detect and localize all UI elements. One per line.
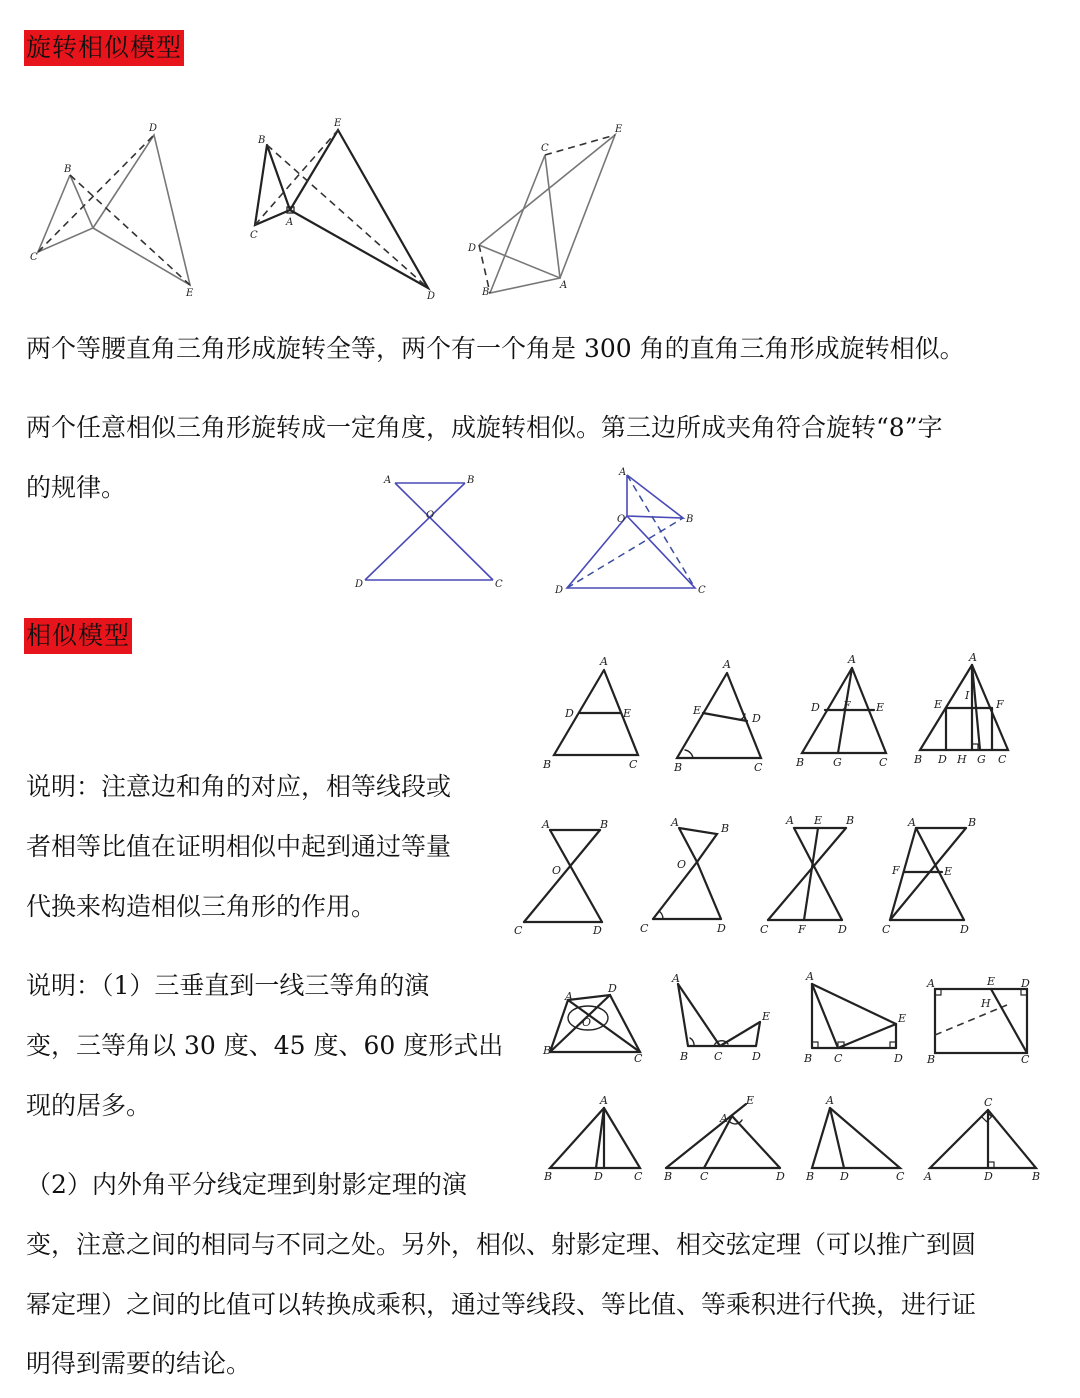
svg-text:D: D: [593, 924, 602, 937]
svg-text:C: C: [896, 1170, 905, 1183]
svg-text:A: A: [600, 1094, 608, 1107]
svg-text:D: D: [960, 923, 969, 936]
svg-text:D: D: [840, 1170, 849, 1183]
svg-text:D: D: [838, 923, 847, 936]
figure-three-angles-circle: [540, 980, 650, 1065]
svg-text:C: C: [760, 923, 769, 936]
svg-text:A: A: [848, 653, 856, 666]
svg-text:C: C: [495, 579, 503, 590]
svg-text:A: A: [286, 217, 294, 228]
note2-line1: 说明：（1）三垂直到一线三等角的演: [26, 971, 430, 1000]
note3-line2: 变，注意之间的相同与不同之处。另外，相似、射影定理、相交弦定理（可以推广到圆: [26, 1230, 977, 1259]
figure-hourglass-fe: [880, 812, 990, 940]
svg-text:C: C: [30, 252, 38, 263]
svg-text:G: G: [833, 756, 842, 769]
figure-hourglass-rotated: [555, 468, 710, 598]
svg-text:A: A: [927, 977, 935, 990]
figure-hourglass-ab-cd: [512, 815, 622, 940]
svg-text:D: D: [468, 243, 477, 254]
svg-text:C: C: [700, 1170, 709, 1183]
figure-rectangle-h: [925, 975, 1040, 1065]
svg-text:E: E: [762, 1010, 771, 1023]
svg-text:A: A: [969, 651, 977, 664]
svg-text:B: B: [804, 1052, 813, 1065]
note2-line3: 现的居多。: [26, 1091, 152, 1120]
note1-line1: 说明：注意边和角的对应，相等线段或: [26, 772, 452, 801]
svg-text:E: E: [814, 814, 823, 827]
svg-text:A: A: [600, 655, 608, 668]
svg-text:B: B: [721, 822, 730, 835]
note2-line2: 变，三等角以 30 度、45 度、60 度形式出: [26, 1031, 504, 1060]
svg-text:E: E: [746, 1094, 755, 1107]
figure-rotation-3: [465, 125, 635, 300]
svg-text:A: A: [565, 990, 573, 1003]
svg-text:C: C: [634, 1170, 643, 1183]
figure-median-fg: [790, 653, 900, 773]
svg-text:D: D: [752, 1050, 761, 1063]
figure-projection-1: [800, 1094, 910, 1189]
svg-text:A: A: [560, 280, 568, 291]
svg-text:D: D: [355, 579, 364, 590]
svg-text:F: F: [996, 698, 1004, 711]
svg-text:C: C: [541, 143, 549, 154]
svg-text:D: D: [427, 291, 436, 302]
svg-text:C: C: [640, 922, 649, 935]
svg-text:C: C: [714, 1050, 723, 1063]
svg-text:O: O: [582, 1016, 592, 1029]
svg-text:B: B: [258, 135, 266, 146]
svg-text:B: B: [1032, 1170, 1041, 1183]
svg-text:H: H: [957, 753, 967, 766]
svg-text:O: O: [617, 514, 626, 525]
svg-text:A: A: [384, 475, 392, 486]
svg-text:D: D: [594, 1170, 603, 1183]
figure-three-perpendiculars: [800, 970, 910, 1065]
svg-text:D: D: [894, 1052, 903, 1065]
svg-text:B: B: [680, 1050, 689, 1063]
figure-external-bisector: [660, 1092, 790, 1187]
svg-text:A: A: [786, 814, 794, 827]
paragraph-rotation-line1: 两个任意相似三角形旋转成一定角度，成旋转相似。第三边所成夹角符合旋转“8”字: [26, 413, 943, 442]
svg-text:B: B: [543, 758, 552, 771]
figure-inscribed-rectangle: [910, 650, 1020, 770]
svg-text:D: D: [752, 712, 761, 725]
svg-text:B: B: [796, 756, 805, 769]
figure-antiparallel-de: [665, 658, 775, 778]
svg-text:C: C: [984, 1096, 993, 1109]
note1-line3: 代换来构造相似三角形的作用。: [26, 892, 377, 921]
svg-text:B: B: [914, 753, 923, 766]
svg-text:A: A: [924, 1170, 932, 1183]
svg-text:B: B: [686, 514, 694, 525]
section-heading-rotation-similarity: 旋转相似模型: [24, 30, 184, 66]
svg-text:H: H: [981, 997, 991, 1010]
note3-line4: 明得到需要的结论。: [26, 1349, 252, 1378]
svg-text:B: B: [968, 816, 977, 829]
svg-text:B: B: [927, 1053, 936, 1066]
svg-text:B: B: [543, 1044, 552, 1057]
svg-text:E: E: [623, 707, 632, 720]
svg-text:F: F: [892, 864, 900, 877]
note3-line3: 幂定理）之间的比值可以转换成乘积，通过等线段、等比值、等乘积进行代换，进行证: [26, 1290, 977, 1319]
section-heading-similarity: 相似模型: [24, 618, 132, 654]
svg-text:E: E: [944, 865, 953, 878]
svg-text:D: D: [555, 585, 564, 596]
svg-text:E: E: [693, 704, 702, 717]
figure-hourglass-skewed: [635, 812, 745, 940]
figure-rotation-1: [30, 120, 205, 300]
svg-text:E: E: [876, 701, 885, 714]
svg-text:D: D: [149, 123, 158, 134]
svg-text:O: O: [426, 510, 435, 521]
note1-line2: 者相等比值在证明相似中起到通过等量: [26, 832, 452, 861]
svg-text:C: C: [1021, 1053, 1030, 1066]
svg-text:A: A: [619, 467, 627, 478]
svg-text:D: D: [717, 922, 726, 935]
svg-text:D: D: [565, 707, 574, 720]
svg-text:O: O: [677, 858, 687, 871]
svg-text:G: G: [977, 753, 986, 766]
svg-text:E: E: [186, 288, 194, 299]
svg-text:D: D: [984, 1170, 993, 1183]
svg-text:B: B: [544, 1170, 553, 1183]
svg-text:B: B: [806, 1170, 815, 1183]
svg-text:C: C: [629, 758, 638, 771]
svg-text:D: D: [938, 753, 947, 766]
paragraph-rotation-line2: 的规律。: [26, 473, 127, 502]
svg-text:F: F: [843, 699, 851, 712]
svg-text:C: C: [754, 761, 763, 774]
svg-text:C: C: [514, 924, 523, 937]
figure-hourglass-ef: [758, 810, 868, 938]
figure-parallel-de: [540, 655, 650, 775]
svg-text:F: F: [798, 923, 806, 936]
note3-line1: （2）内外角平分线定理到射影定理的演: [26, 1170, 467, 1199]
svg-text:B: B: [482, 287, 490, 298]
svg-text:D: D: [776, 1170, 785, 1183]
svg-text:C: C: [834, 1052, 843, 1065]
figure-one-line-three-angles: [668, 972, 778, 1067]
svg-text:B: B: [674, 761, 683, 774]
svg-text:A: A: [826, 1094, 834, 1107]
figure-angle-bisector: [540, 1096, 650, 1186]
svg-text:C: C: [698, 585, 706, 596]
svg-text:C: C: [882, 923, 891, 936]
svg-text:E: E: [898, 1012, 907, 1025]
paragraph-rotation-congruence: 两个等腰直角三角形成旋转全等，两个有一个角是 300 角的直角三角形成旋转相似。: [26, 334, 965, 363]
svg-text:E: E: [615, 124, 623, 135]
svg-text:E: E: [987, 975, 996, 988]
svg-text:C: C: [250, 230, 258, 241]
svg-text:D: D: [1021, 977, 1030, 990]
svg-text:E: E: [334, 118, 342, 129]
figure-hourglass-8: [355, 474, 505, 589]
svg-text:B: B: [664, 1170, 673, 1183]
svg-text:A: A: [908, 816, 916, 829]
svg-text:B: B: [846, 814, 855, 827]
figure-projection-right-angle: [920, 1096, 1045, 1186]
svg-text:B: B: [64, 164, 72, 175]
svg-text:C: C: [998, 753, 1007, 766]
figure-rotation-2: [250, 115, 440, 305]
svg-text:I: I: [965, 689, 970, 702]
svg-text:A: A: [806, 970, 814, 983]
svg-text:B: B: [600, 818, 609, 831]
svg-text:C: C: [634, 1052, 643, 1065]
svg-text:C: C: [879, 756, 888, 769]
svg-text:A: A: [671, 816, 679, 829]
svg-text:E: E: [934, 698, 943, 711]
svg-text:D: D: [608, 982, 617, 995]
svg-text:O: O: [552, 864, 562, 877]
svg-text:A: A: [672, 972, 680, 985]
svg-text:A: A: [542, 818, 550, 831]
svg-text:A: A: [723, 658, 731, 671]
svg-text:A: A: [720, 1112, 728, 1125]
svg-text:B: B: [467, 475, 475, 486]
svg-text:D: D: [811, 701, 820, 714]
